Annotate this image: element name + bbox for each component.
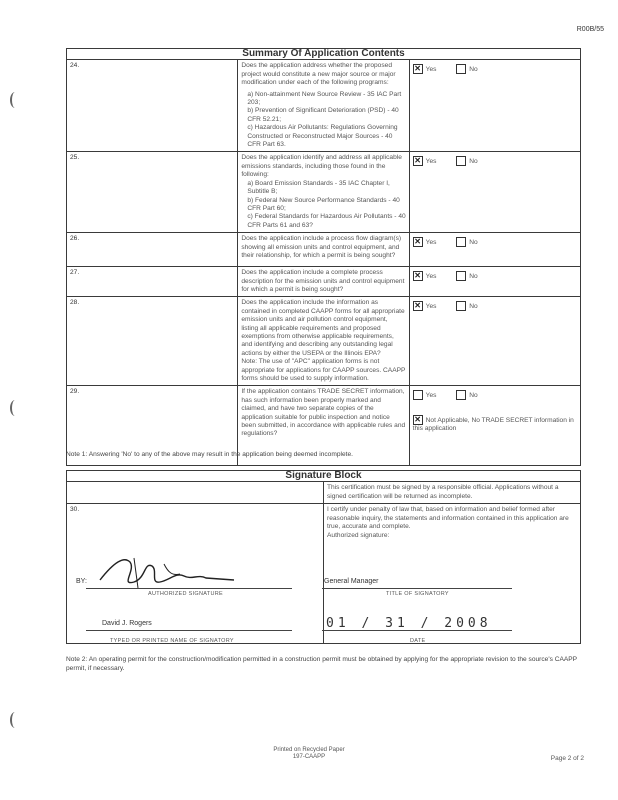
scan-mark-icon <box>10 400 20 416</box>
answer-cell: ✕ Yes No <box>409 297 580 386</box>
answer-cell: ✕ Yes No <box>409 267 580 297</box>
question-row <box>67 267 581 297</box>
authorized-signature-label: Authorized signature: <box>327 531 390 539</box>
question-row <box>67 297 581 386</box>
question-subitem: a) Non-attainment New Source Review - 35 IAC Part 203; <box>247 90 402 107</box>
question-subitem: a) Board Emission Standards - 35 IAC Chapter I, Subtitle B; <box>247 179 390 196</box>
question-subitem: c) Federal Standards for Hazardous Air Pollutants - 40 CFR Parts 61 and 63? <box>247 213 406 229</box>
question-subitem: b) Federal New Source Performance Standards - 40 CFR Part 60; <box>247 196 400 212</box>
question-number: 29. <box>67 386 238 466</box>
form-code: R00B/55 <box>576 26 604 33</box>
no-checkbox[interactable] <box>456 390 466 400</box>
date-line <box>322 630 512 631</box>
handwritten-signature <box>94 552 254 592</box>
question-row <box>67 60 581 152</box>
question-note: Note: The use of "APC" application forms is not appropriate for applications for CAAPP sources. CAAPP forms should be used to supply information. <box>241 358 406 382</box>
answer-cell: ✕ Yes No <box>409 152 580 233</box>
yes-checkbox[interactable]: ✕ <box>414 237 421 247</box>
yes-checkbox[interactable]: ✕ <box>414 156 421 166</box>
typed-name-caption: TYPED OR PRINTED NAME OF SIGNATORY <box>110 638 234 644</box>
not-applicable-label: Not Applicable, No TRADE SECRET information in this application <box>412 416 574 432</box>
question-number: 27. <box>67 267 238 297</box>
answer-cell: Yes No ✕ Not Applicable, No TRADE SECRET information in this application <box>409 386 580 466</box>
yes-checkbox[interactable]: ✕ <box>414 64 421 74</box>
yes-checkbox[interactable]: ✕ <box>414 271 421 281</box>
page-number: Page 2 of 2 <box>550 755 584 762</box>
title-value: General Manager <box>324 578 379 585</box>
typed-name-line <box>86 630 292 631</box>
footer-line-2: 197-CAAPP <box>292 754 326 760</box>
scan-mark-icon <box>10 92 20 108</box>
footer <box>0 747 618 761</box>
not-applicable-checkbox[interactable]: ✕ <box>414 414 421 424</box>
question-row <box>67 152 581 233</box>
question-number: 26. <box>67 233 238 267</box>
note-1: Note 1: Answering 'No' to any of the above may result in the application being deemed incomplete. <box>66 451 353 458</box>
question-number: 25. <box>67 152 238 233</box>
title-line <box>322 588 512 589</box>
title-caption: TITLE OF SIGNATORY <box>386 591 449 597</box>
yes-checkbox[interactable]: ✕ <box>414 301 421 311</box>
question-number: 24. <box>67 60 238 152</box>
answer-cell: ✕ Yes No <box>409 233 580 267</box>
no-checkbox[interactable] <box>456 237 466 247</box>
no-checkbox[interactable] <box>456 301 466 311</box>
date-value: 01 / 31 / 2008 <box>326 616 492 631</box>
summary-title: Summary Of Application Contents <box>67 49 581 60</box>
question-text: Does the application identify and address all applicable emissions standards, including those found in the following: a) Board Emission Standards - 35 IAC Chapter I, Subtitle B; b) Federal New Source Performance Standards - 40 CFR Part 60; c) Federal Standards for Hazardous Air Pollutants - 40 CFR Parts 61 and 63? <box>238 152 409 233</box>
question-row <box>67 233 581 267</box>
scan-mark-icon <box>10 712 20 728</box>
question-text: Does the application address whether the proposed project would constitute a new major source or major modification under each of the following programs: a) Non-attainment New Source Review - 35 IAC Part 203; b) Prevention of Significant Deterioration (PSD) - 40 CFR 52.21; c) Hazardous Air Pollutants: Regulations Governing Constructed or Reconstructed Major Sources - 40 CFR Part 63. <box>238 60 409 152</box>
certification-text: I certify under penalty of law that, based on information and belief formed after reasonable inquiry, the statements and information contained in this application are true, accurate and complete. <box>327 506 569 531</box>
question-text: Does the application include a complete process description for the emission units and control equipment for which a permit is being sought? <box>238 267 409 297</box>
note-2: Note 2: An operating permit for the construction/modification permitted in a construction permit must be obtained by applying for the appropriate revision to the source's CAAPP permit, if necessary. <box>66 656 577 672</box>
authorized-signature-caption: AUTHORIZED SIGNATURE <box>148 591 223 597</box>
question-number: 28. <box>67 297 238 386</box>
date-caption: DATE <box>410 638 426 644</box>
no-checkbox[interactable] <box>456 271 466 281</box>
question-subitem: c) Hazardous Air Pollutants: Regulations Governing Constructed or Reconstructed Major Sources - 40 CFR Part 63. <box>247 124 398 149</box>
summary-table <box>66 48 581 466</box>
typed-name-value: David J. Rogers <box>102 620 152 627</box>
by-label: BY: <box>76 578 87 585</box>
yes-checkbox[interactable] <box>413 390 423 400</box>
no-checkbox[interactable] <box>456 64 466 74</box>
answer-cell: ✕ Yes No <box>409 60 580 152</box>
question-text: Does the application include a process flow diagram(s) showing all emission units and control equipment, and their relationship, for which a permit is being sought? <box>238 233 409 267</box>
signature-instruction: This certification must be signed by a responsible official. Applications without a signed certification will be returned as incomplete. <box>324 482 581 504</box>
question-text: Does the application include the information as contained in completed CAAPP forms for all appropriate emission units and air pollution control equipment, listing all applicable requirements and proposed exemptions from otherwise applicable requirements, and identifying and describing any outstanding legal actions by either the USEPA or the Illinois EPA? Note: The use of "APC" application forms is not appropriate for applications for CAAPP sources. CAAPP forms should be used to supply information. <box>238 297 409 386</box>
no-checkbox[interactable] <box>456 156 466 166</box>
footer-line-1: Printed on Recycled Paper <box>273 747 345 753</box>
question-subitem: b) Prevention of Significant Deterioration (PSD) - 40 CFR 52.21; <box>247 107 399 123</box>
signature-title: Signature Block <box>67 471 581 482</box>
question-number: 30. <box>67 504 324 644</box>
question-text: If the application contains TRADE SECRET information, has such information been properly marked and claimed, and have two separate copies of the application suitable for public inspection and notice been submitted, in accordance with applicable rules and regulations? <box>238 386 409 466</box>
